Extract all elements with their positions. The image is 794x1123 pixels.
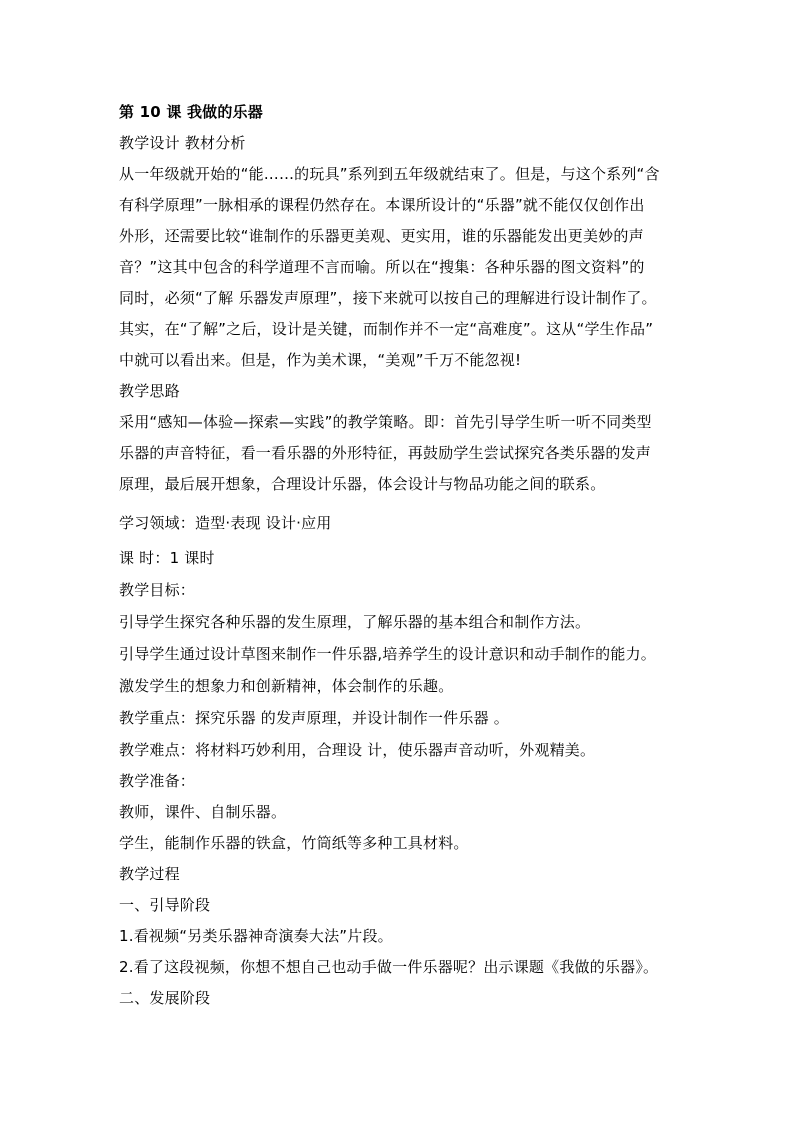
process-step: 2.看了这段视频，你想不想自己也动手做一件乐器呢？出示课题《我做的乐器》。 [119,958,659,976]
objective-item: 激发学生的想象力和创新精神，体会制作的乐趣。 [119,677,454,695]
section-heading-objectives: 教学目标： [119,581,196,599]
section-heading-approach: 教学思路 [119,382,180,400]
body-line: 采用“感知—体验—探索—实践”的教学策略。即：首先引导学生听一听不同类型 [119,413,652,431]
body-line: 从一年级就开始的“能……的玩具”系列到五年级就结束了。但是，与这个系列“含 [119,165,660,183]
objective-item: 引导学生通过设计草图来制作一件乐器,培养学生的设计意识和动手制作的能力。 [119,645,656,663]
body-line: 音？”这其中包含的科学道理不言而喻。所以在“搜集：各种乐器的图文资料”的 [119,258,645,276]
section-heading-preparation: 教学准备： [119,772,196,790]
stage-heading-guide: 一、引导阶段 [119,896,211,914]
preparation-student: 学生，能制作乐器的铁盒，竹筒纸等多种工具材料。 [119,834,469,852]
key-point: 教学重点：探究乐器 的发声原理，并设计制作一件乐器 。 [119,709,509,727]
lesson-title: 第 10 课 我做的乐器 [119,103,263,121]
body-line: 有科学原理”一脉相承的课程仍然存在。本课所设计的“乐器”就不能仅仅创作出 [119,196,645,214]
body-line: 其实，在“了解”之后，设计是关键，而制作并不一定“高难度”。这从“学生作品” [119,320,654,338]
body-line: 中就可以看出来。但是，作为美术课，“美观”千万不能忽视! [119,351,522,369]
stage-heading-develop: 二、发展阶段 [119,989,211,1007]
body-line: 外形，还需要比较“谁制作的乐器更美观、更实用，谁的乐器能发出更美妙的声 [119,227,644,245]
learning-domain: 学习领域：造型·表现 设计·应用 [119,514,332,532]
preparation-teacher: 教师，课件、自制乐器。 [119,803,287,821]
section-heading-process: 教学过程 [119,865,180,883]
difficult-point: 教学难点：将材料巧妙利用，合理设 计，使乐器声音动听，外观精美。 [119,741,596,759]
class-hours: 课 时：1 课时 [119,549,215,567]
body-line: 同时，必须“了解 乐器发声原理”，接下来就可以按自己的理解进行设计制作了。 [119,289,657,307]
objective-item: 引导学生探究各种乐器的发生原理，了解乐器的基本组合和制作方法。 [119,613,591,631]
section-heading-design: 教学设计 教材分析 [119,134,246,152]
process-step: 1.看视频“另类乐器神奇演奏大法”片段。 [119,927,393,945]
body-line: 原理，最后展开想象，合理设计乐器，体会设计与物品功能之间的联系。 [119,475,606,493]
body-line: 乐器的声音特征，看一看乐器的外形特征，再鼓励学生尝试探究各类乐器的发声 [119,444,652,462]
